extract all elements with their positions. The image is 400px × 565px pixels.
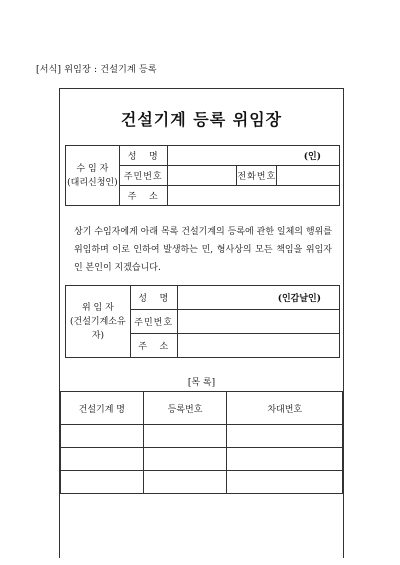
equipment-list-title: [목 록] [187,378,216,388]
applicant-label-cell [66,146,120,206]
registration-number-cell[interactable] [143,448,227,471]
applicant-address-field[interactable] [167,186,339,206]
delegator-seal-mark: (인감날인) [277,294,321,304]
registration-number-cell[interactable] [143,471,227,494]
delegation-statement: 상기 수임자에게 아래 목록 건설기계의 등록에 관한 일체의 행위를 위임하며 이로 인하여 발생하는 민, 형사상의 모든 책임을 위임자인 본인이 지겠습니다. [74,227,332,273]
applicant-address-label: 주 소 [119,186,167,206]
applicant-table [65,145,340,206]
delegator-name-field[interactable] [177,286,339,310]
table-row [61,448,343,471]
table-row [61,471,343,494]
applicant-seal-mark: (인) [303,152,321,162]
form-sheet [59,88,344,558]
list-header-chassis-number: 차대번호 [227,392,343,425]
applicant-id-label: 주민번호 [119,166,167,186]
equipment-name-cell[interactable] [61,471,144,494]
applicant-label: 수 임 자 [76,163,109,174]
delegator-sublabel: (건설기계소유자) [70,316,126,341]
list-header-registration-number: 등록번호 [143,392,227,425]
applicant-name-field[interactable] [167,146,339,166]
chassis-number-cell[interactable] [227,471,343,494]
equipment-list-table [60,391,343,494]
applicant-id-field[interactable] [167,166,237,186]
table-row [61,425,343,448]
delegator-address-label: 주 소 [130,334,177,358]
registration-number-cell[interactable] [143,425,227,448]
delegator-label: 위 임 자 [81,302,114,313]
applicant-sublabel: (대리신청인) [67,177,118,188]
equipment-name-cell[interactable] [61,448,144,471]
chassis-number-cell[interactable] [227,448,343,471]
delegator-id-field[interactable] [177,310,339,334]
delegator-label-cell [66,286,131,358]
equipment-name-cell[interactable] [61,425,144,448]
list-header-equipment-name: 건설기계 명 [61,392,144,425]
form-title: 건설기계 등록 위임장 [120,110,283,129]
delegator-name-label: 성 명 [130,286,177,310]
form-caption: [서식] 위임장 : 건설기계 등록 [36,65,157,75]
delegator-table [65,285,340,358]
delegator-id-label: 주민번호 [130,310,177,334]
delegator-address-field[interactable] [177,334,339,358]
chassis-number-cell[interactable] [227,425,343,448]
applicant-phone-field[interactable] [277,166,340,186]
applicant-name-label: 성 명 [119,146,167,166]
applicant-phone-label: 전화번호 [237,166,277,186]
